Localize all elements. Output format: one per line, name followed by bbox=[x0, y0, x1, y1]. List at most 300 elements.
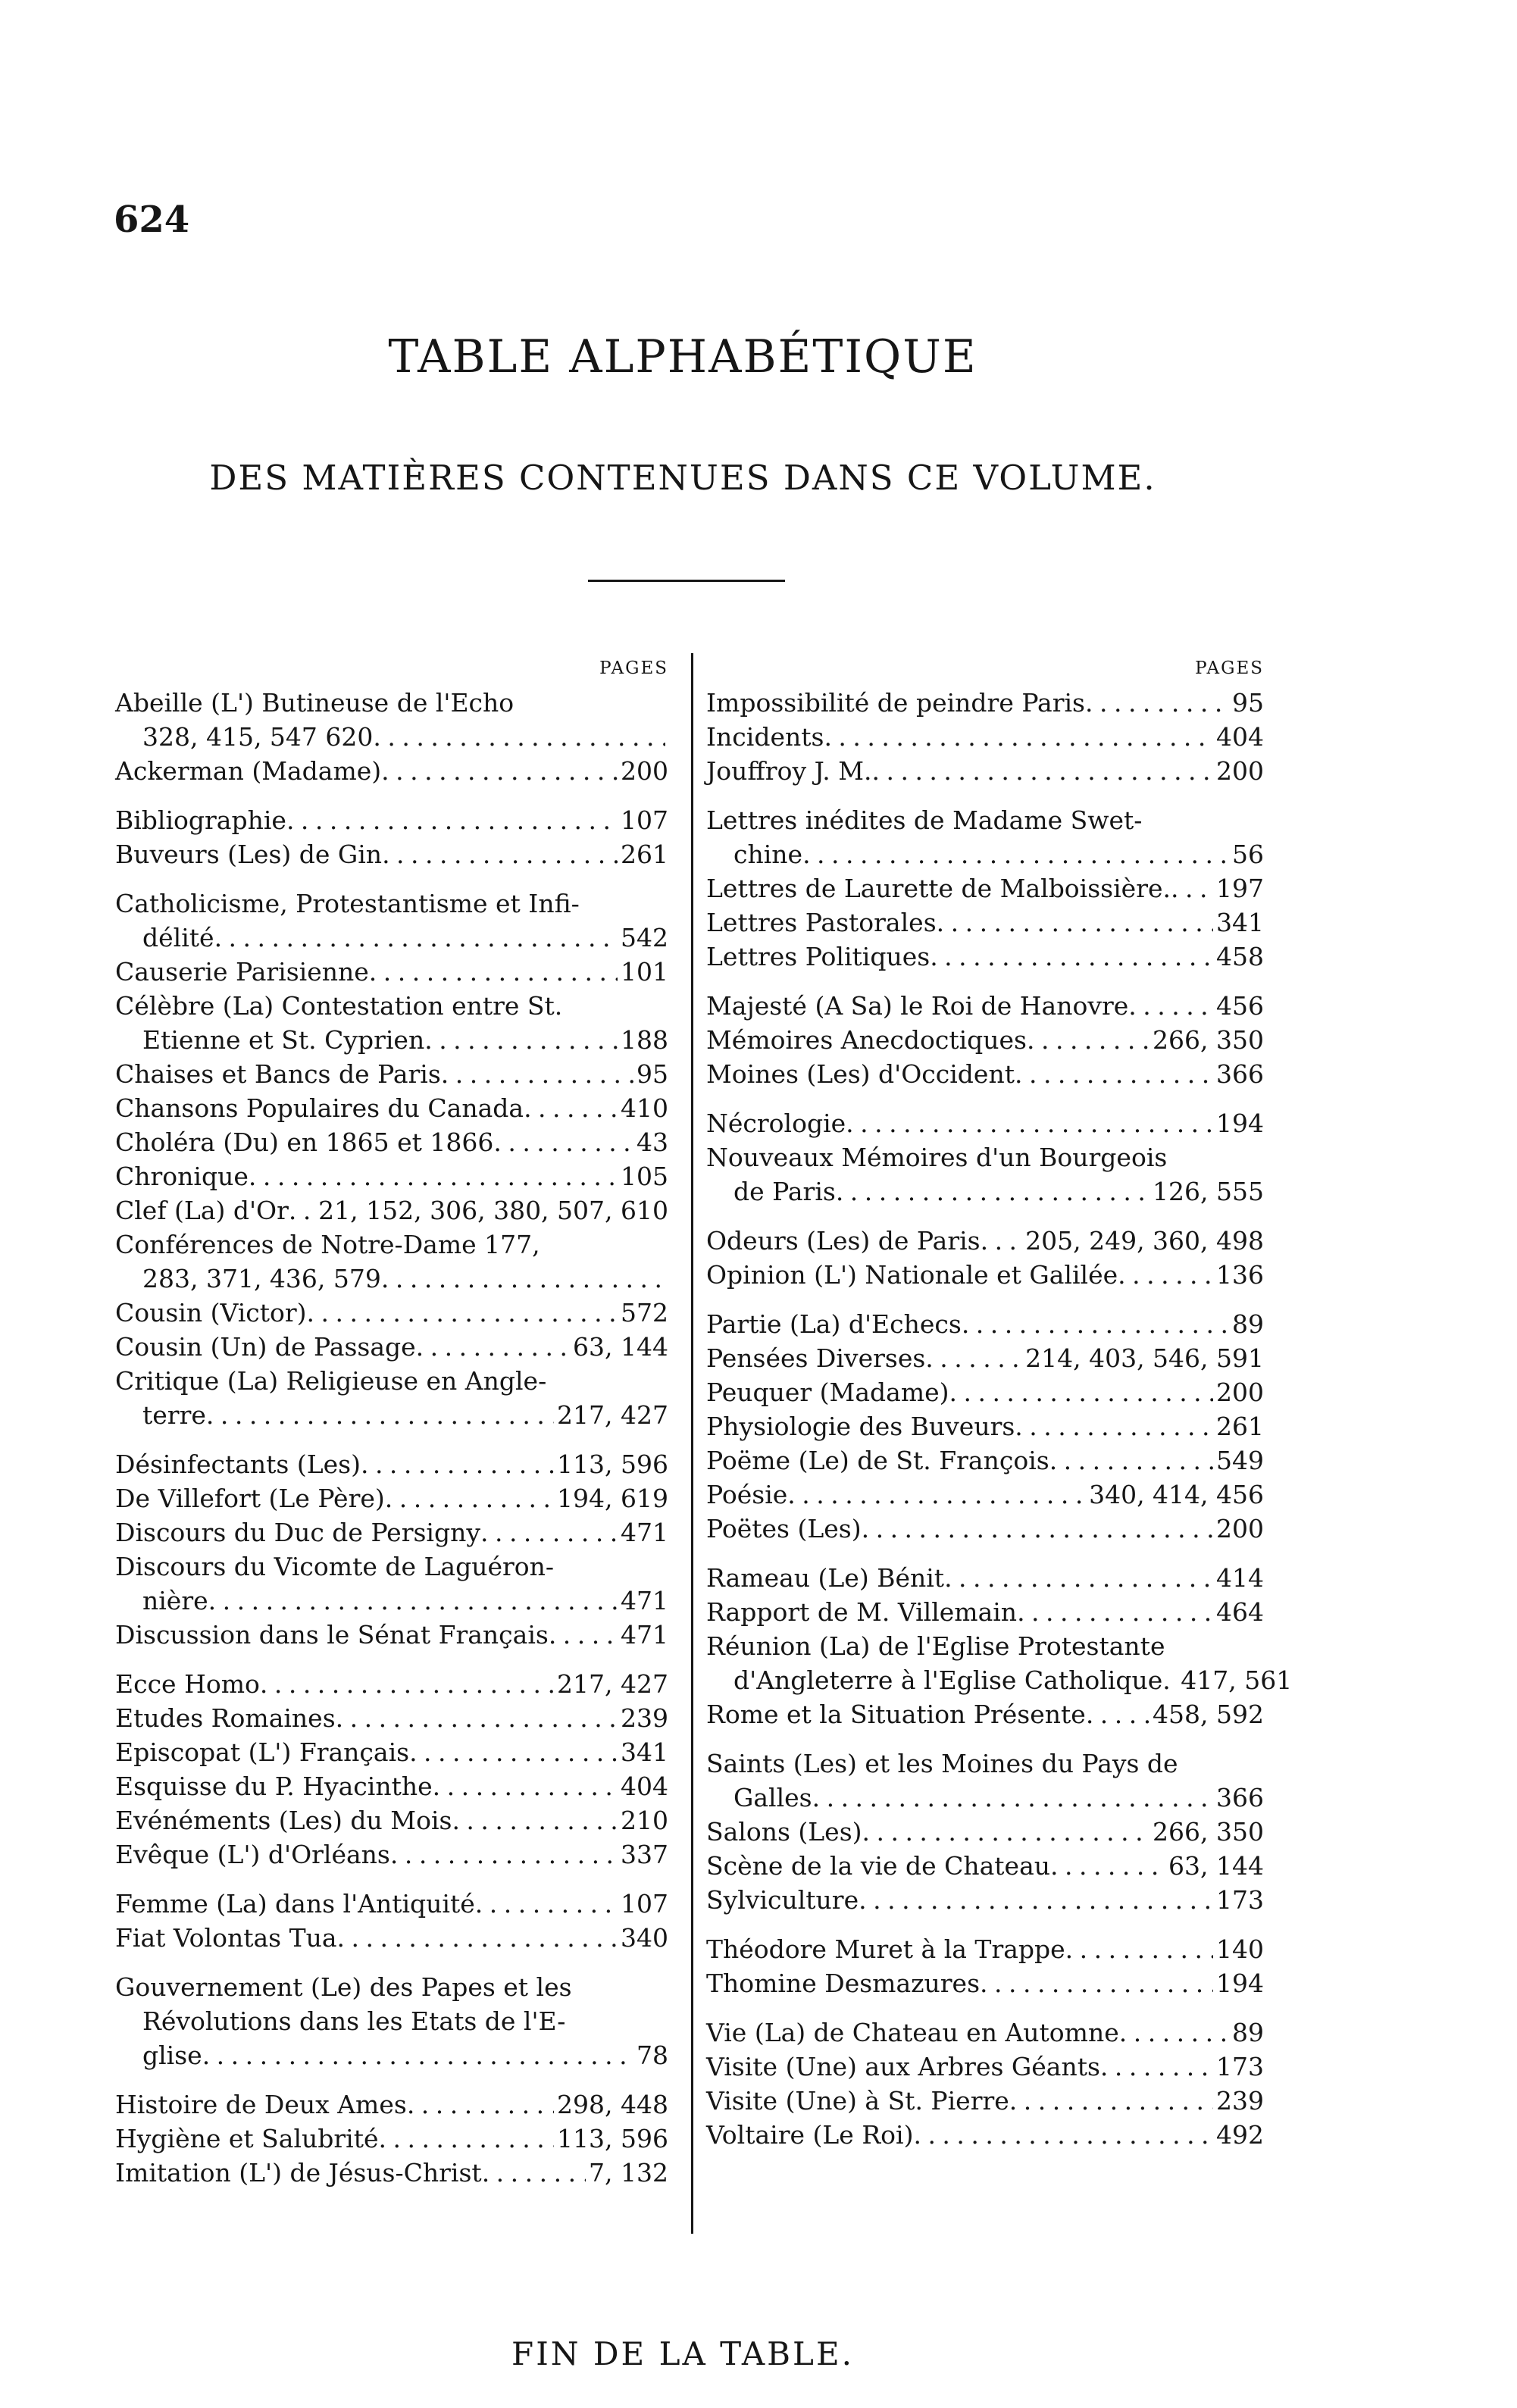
dot-leader bbox=[930, 940, 1213, 974]
entry-page-number: 266, 350 bbox=[1153, 1817, 1264, 1847]
entry-page-number: 173 bbox=[1216, 2052, 1264, 2081]
index-entry bbox=[115, 1481, 668, 1515]
column-divider bbox=[691, 653, 693, 2234]
index-letter-group bbox=[115, 1447, 668, 1652]
index-entry bbox=[115, 989, 668, 1057]
entry-title: Rameau (Le) Bénit bbox=[706, 1563, 945, 1593]
entry-page-number: 7, 132 bbox=[589, 2158, 668, 2188]
entry-page-number: 458 bbox=[1216, 942, 1264, 971]
entry-page-number: 126, 555 bbox=[1153, 1177, 1264, 1206]
dot-leader bbox=[1085, 686, 1229, 720]
entry-page-number: 95 bbox=[637, 1059, 668, 1089]
entry-page-number: 63, 144 bbox=[1168, 1851, 1264, 1881]
index-entry bbox=[706, 2016, 1264, 2050]
entry-page-number: 194 bbox=[1216, 1109, 1264, 1138]
entry-title: Sylviculture bbox=[706, 1885, 859, 1915]
entry-page-number: 101 bbox=[621, 957, 668, 987]
entry-title-continuation: chine bbox=[733, 840, 803, 869]
index-letter-group bbox=[706, 803, 1264, 974]
entry-title: Bibliographie bbox=[115, 805, 286, 835]
entry-title: Femme (La) dans l'Antiquité bbox=[115, 1889, 475, 1919]
index-entry bbox=[115, 1193, 668, 1227]
index-entry bbox=[706, 2084, 1264, 2118]
index-entry bbox=[706, 720, 1264, 754]
entry-title-continuation: de Paris bbox=[733, 1177, 836, 1206]
index-entry bbox=[706, 1409, 1264, 1443]
entry-page-number: 214, 403, 546, 591 bbox=[1025, 1343, 1264, 1373]
entry-page-number: 200 bbox=[1216, 1378, 1264, 1407]
entry-title: Episcopat (L') Français bbox=[115, 1737, 410, 1767]
entry-title: Célèbre (La) Contestation entre St. bbox=[115, 991, 563, 1021]
entry-title: Clef (La) d'Or bbox=[115, 1196, 289, 1225]
index-entry bbox=[706, 940, 1264, 974]
dot-leader bbox=[482, 2156, 586, 2190]
index-letter-group bbox=[115, 887, 668, 1432]
index-entry bbox=[115, 2122, 668, 2156]
entry-title: Discours du Vicomte de Laguéron- bbox=[115, 1552, 555, 1581]
entry-continuation-line bbox=[706, 1781, 1264, 1815]
entry-title: Poésie bbox=[706, 1480, 788, 1509]
entry-title: Lettres Pastorales bbox=[706, 908, 937, 937]
entry-page-number: 417, 561 bbox=[1181, 1665, 1293, 1695]
entry-page-number: 113, 596 bbox=[557, 1449, 668, 1479]
entry-title-continuation: Révolutions dans les Etats de l'E- bbox=[142, 2006, 566, 2036]
entry-title: Critique (La) Religieuse en Angle- bbox=[115, 1366, 547, 1396]
entry-title: Rapport de M. Villemain bbox=[706, 1597, 1018, 1627]
entry-title: Théodore Muret à la Trappe bbox=[706, 1934, 1065, 1964]
index-entry bbox=[706, 1443, 1264, 1478]
entry-page-number: 404 bbox=[621, 1772, 668, 1801]
dot-leader bbox=[385, 1481, 554, 1515]
entry-title: Poëme (Le) de St. François bbox=[706, 1446, 1049, 1475]
index-entry bbox=[706, 1595, 1264, 1629]
entry-page-number: 194, 619 bbox=[557, 1484, 668, 1513]
entry-title: Chronique bbox=[115, 1162, 249, 1191]
dot-leader bbox=[925, 1341, 1022, 1375]
entry-page-number: 188 bbox=[621, 1025, 668, 1055]
dot-leader bbox=[416, 1330, 570, 1364]
entry-title-continuation: terre bbox=[142, 1400, 206, 1430]
page-number: 624 bbox=[114, 199, 190, 241]
index-entry bbox=[706, 1106, 1264, 1140]
entry-title: Evêque (L') d'Orléans bbox=[115, 1840, 390, 1869]
entry-page-number: 341 bbox=[1216, 908, 1264, 937]
title-rule bbox=[588, 580, 785, 582]
dot-leader bbox=[206, 1398, 554, 1432]
entry-continuation-line bbox=[115, 1023, 668, 1057]
dot-leader bbox=[937, 905, 1213, 940]
index-letter-group bbox=[706, 1106, 1264, 1209]
index-letter-group bbox=[115, 1667, 668, 1872]
index-letter-group bbox=[706, 1747, 1264, 1917]
dot-leader bbox=[373, 720, 665, 754]
index-entry bbox=[706, 2050, 1264, 2084]
dot-leader bbox=[812, 1781, 1213, 1815]
entry-title: Ackerman (Madame) bbox=[115, 756, 382, 786]
dot-leader bbox=[441, 1057, 633, 1091]
index-letter-group bbox=[115, 2087, 668, 2190]
entry-page-number: 217, 427 bbox=[557, 1400, 668, 1430]
entry-title: Nouveaux Mémoires d'un Bourgeois bbox=[706, 1143, 1168, 1172]
index-entry bbox=[115, 1447, 668, 1481]
index-entry bbox=[706, 1341, 1264, 1375]
index-entry bbox=[706, 1629, 1293, 1697]
index-entry bbox=[115, 887, 668, 955]
entry-title-continuation: d'Angleterre à l'Eglise Catholique bbox=[733, 1665, 1163, 1695]
entry-page-number: 471 bbox=[621, 1518, 668, 1547]
entry-title: Nécrologie bbox=[706, 1109, 846, 1138]
entry-title: Etudes Romaines bbox=[115, 1703, 336, 1733]
entry-title: Visite (Une) aux Arbres Géants bbox=[706, 2052, 1100, 2081]
entry-title: Pensées Diverses bbox=[706, 1343, 926, 1373]
index-entry bbox=[706, 1932, 1264, 1966]
index-entry bbox=[115, 1837, 668, 1872]
index-entry bbox=[706, 2118, 1264, 2152]
index-entry bbox=[115, 1803, 668, 1837]
entry-title-continuation: 328, 415, 547 620 bbox=[142, 722, 374, 752]
dot-leader bbox=[202, 2038, 633, 2072]
entry-title-continuation: délité bbox=[142, 923, 214, 952]
entry-continuation-line bbox=[115, 1398, 668, 1432]
entry-page-number: 366 bbox=[1216, 1783, 1264, 1812]
dot-leader bbox=[361, 1447, 554, 1481]
dot-leader bbox=[859, 1883, 1213, 1917]
index-entry bbox=[706, 871, 1264, 905]
dot-leader bbox=[981, 1224, 1023, 1258]
entry-page-number: 210 bbox=[621, 1806, 668, 1835]
dot-leader bbox=[260, 1667, 554, 1701]
dot-leader bbox=[872, 754, 1214, 788]
entry-title: De Villefort (Le Père) bbox=[115, 1484, 385, 1513]
dot-leader bbox=[1118, 1258, 1213, 1292]
entry-title: Evénéments (Les) du Mois bbox=[115, 1806, 452, 1835]
index-entry bbox=[706, 1747, 1264, 1815]
index-entry bbox=[115, 1159, 668, 1193]
index-entry bbox=[115, 754, 668, 788]
entry-page-number: 78 bbox=[637, 2041, 668, 2070]
entry-title: Esquisse du P. Hyacinthe bbox=[115, 1772, 433, 1801]
index-entry bbox=[706, 1512, 1264, 1546]
dot-leader bbox=[1086, 1697, 1149, 1731]
entry-title: Opinion (L') Nationale et Galilée bbox=[706, 1260, 1118, 1290]
dot-leader bbox=[944, 1561, 1213, 1595]
index-entry bbox=[706, 1697, 1264, 1731]
dot-leader bbox=[452, 1803, 618, 1837]
entry-page-number: 414 bbox=[1216, 1563, 1264, 1593]
index-entry bbox=[115, 1618, 668, 1652]
entry-page-number: 266, 350 bbox=[1153, 1025, 1264, 1055]
entry-title: Abeille (L') Butineuse de l'Echo bbox=[115, 688, 515, 718]
index-entry bbox=[115, 1296, 668, 1330]
entry-title-continuation: 283, 371, 436, 579 bbox=[142, 1264, 381, 1293]
index-entry bbox=[115, 803, 668, 837]
dot-leader bbox=[549, 1618, 618, 1652]
entry-page-number: 298, 448 bbox=[557, 2090, 668, 2119]
entry-page-number: 261 bbox=[1216, 1412, 1264, 1441]
dot-leader bbox=[424, 1023, 618, 1057]
entry-continuation-line bbox=[115, 1262, 668, 1296]
entry-title: Vie (La) de Chateau en Automne bbox=[706, 2018, 1119, 2047]
index-entry bbox=[115, 1667, 668, 1701]
entry-page-number: 140 bbox=[1216, 1934, 1264, 1964]
entry-title: Poëtes (Les) bbox=[706, 1514, 862, 1543]
entry-title: Cousin (Victor) bbox=[115, 1298, 307, 1328]
index-entry bbox=[115, 955, 668, 989]
index-entry bbox=[706, 1478, 1264, 1512]
index-entry bbox=[706, 1375, 1264, 1409]
index-entry bbox=[115, 1921, 668, 1955]
dot-leader bbox=[433, 1769, 618, 1803]
dot-leader bbox=[336, 1701, 618, 1735]
entry-title: Conférences de Notre-Dame 177, bbox=[115, 1230, 540, 1259]
dot-leader bbox=[524, 1091, 618, 1125]
entry-page-number: 173 bbox=[1216, 1885, 1264, 1915]
entry-title: Causerie Parisienne bbox=[115, 957, 369, 987]
end-of-table-footer: FIN DE LA TABLE. bbox=[511, 2335, 854, 2372]
entry-title: Impossibilité de peindre Paris bbox=[706, 688, 1085, 718]
index-entry bbox=[115, 2156, 668, 2190]
dot-leader bbox=[390, 1837, 618, 1872]
index-entry bbox=[115, 1364, 668, 1432]
entry-title-continuation: Galles bbox=[733, 1783, 812, 1812]
entry-page-number: 21, 152, 306, 380, 507, 610 bbox=[318, 1196, 668, 1225]
entry-title: Hygiène et Salubrité bbox=[115, 2124, 379, 2153]
dot-leader bbox=[949, 1375, 1213, 1409]
dot-leader bbox=[1049, 1443, 1213, 1478]
entry-page-number: 410 bbox=[621, 1093, 668, 1123]
dot-leader bbox=[962, 1307, 1229, 1341]
entry-page-number: 107 bbox=[621, 1889, 668, 1919]
index-entry bbox=[706, 754, 1264, 788]
entry-page-number: 471 bbox=[621, 1586, 668, 1615]
entry-title: Peuquer (Madame) bbox=[706, 1378, 949, 1407]
entry-title: Chansons Populaires du Canada bbox=[115, 1093, 524, 1123]
index-letter-group bbox=[706, 1224, 1264, 1292]
index-entry bbox=[706, 1023, 1264, 1057]
dot-leader bbox=[286, 803, 618, 837]
dot-leader bbox=[337, 1921, 618, 1955]
entry-page-number: 549 bbox=[1216, 1446, 1264, 1475]
pages-column-header: PAGES bbox=[599, 658, 668, 678]
entry-page-number: 136 bbox=[1216, 1260, 1264, 1290]
entry-page-number: 43 bbox=[637, 1127, 668, 1157]
entry-page-number: 366 bbox=[1216, 1059, 1264, 1089]
entry-title: Gouvernement (Le) des Papes et les bbox=[115, 1972, 572, 2002]
entry-page-number: 341 bbox=[621, 1737, 668, 1767]
index-letter-group bbox=[706, 989, 1264, 1091]
dot-leader bbox=[307, 1296, 618, 1330]
entry-page-number: 456 bbox=[1216, 991, 1264, 1021]
index-entry bbox=[706, 905, 1264, 940]
entry-page-number: 95 bbox=[1232, 688, 1264, 718]
dot-leader bbox=[1050, 1849, 1165, 1883]
entry-title: Histoire de Deux Ames bbox=[115, 2090, 407, 2119]
index-letter-group bbox=[706, 1932, 1264, 2000]
dot-leader bbox=[382, 837, 618, 871]
dot-leader bbox=[289, 1193, 315, 1227]
entry-page-number: 261 bbox=[621, 840, 668, 869]
entry-title: Rome et la Situation Présente bbox=[706, 1700, 1086, 1729]
index-entry bbox=[115, 1970, 668, 2072]
entry-title: Désinfectants (Les) bbox=[115, 1449, 361, 1479]
entry-title: Thomine Desmazures bbox=[706, 1969, 981, 1998]
entry-page-number: 542 bbox=[621, 923, 668, 952]
dot-leader bbox=[1027, 1023, 1149, 1057]
entry-title: Imitation (L') de Jésus-Christ bbox=[115, 2158, 482, 2188]
entry-title: Discussion dans le Sénat Français bbox=[115, 1620, 549, 1650]
dot-leader bbox=[480, 1515, 618, 1550]
entry-page-number: 197 bbox=[1216, 874, 1264, 903]
entry-page-number: 205, 249, 360, 498 bbox=[1025, 1226, 1264, 1256]
entry-continuation-line bbox=[115, 1584, 668, 1618]
index-column-left bbox=[115, 652, 668, 2190]
entry-page-number: 340 bbox=[621, 1923, 668, 1953]
dot-leader bbox=[409, 1735, 618, 1769]
index-entry bbox=[115, 1550, 668, 1618]
entry-title: Salons (Les) bbox=[706, 1817, 862, 1847]
index-entry bbox=[706, 1883, 1264, 1917]
index-column-right bbox=[706, 652, 1293, 2152]
dot-leader bbox=[846, 1106, 1213, 1140]
entry-page-number: 239 bbox=[621, 1703, 668, 1733]
dot-leader bbox=[1100, 2050, 1213, 2084]
dot-leader bbox=[1119, 2016, 1229, 2050]
entry-title: Ecce Homo bbox=[115, 1669, 260, 1699]
dot-leader bbox=[493, 1125, 633, 1159]
entry-title: Voltaire (Le Roi) bbox=[706, 2120, 914, 2150]
entry-title: Lettres inédites de Madame Swet- bbox=[706, 805, 1143, 835]
entry-title: Visite (Une) à St. Pierre bbox=[706, 2086, 1009, 2116]
entry-title: Cousin (Un) de Passage bbox=[115, 1332, 416, 1362]
index-entry bbox=[706, 803, 1264, 871]
index-entry bbox=[115, 1091, 668, 1125]
entry-continuation-line bbox=[115, 921, 668, 955]
entry-page-number: 458, 592 bbox=[1153, 1700, 1264, 1729]
dot-leader bbox=[1065, 1932, 1213, 1966]
entry-title: Physiologie des Buveurs bbox=[706, 1412, 1015, 1441]
index-entry bbox=[115, 1735, 668, 1769]
entry-page-number: 217, 427 bbox=[557, 1669, 668, 1699]
dot-leader bbox=[381, 754, 618, 788]
entry-title: Lettres Politiques bbox=[706, 942, 931, 971]
entry-title: Odeurs (Les) de Paris bbox=[706, 1226, 981, 1256]
entry-page-number: 105 bbox=[621, 1162, 668, 1191]
entry-title: Majesté (A Sa) le Roi de Hanovre bbox=[706, 991, 1129, 1021]
index-entry bbox=[706, 686, 1264, 720]
dot-leader bbox=[379, 2122, 555, 2156]
index-letter-group bbox=[706, 686, 1264, 788]
index-entry bbox=[115, 1057, 668, 1091]
entry-title-continuation: Etienne et St. Cyprien bbox=[142, 1025, 425, 1055]
dot-leader bbox=[369, 955, 618, 989]
page-subtitle: DES MATIÈRES CONTENUES DANS CE VOLUME. bbox=[209, 458, 1156, 498]
dot-leader bbox=[381, 1262, 665, 1296]
dot-leader bbox=[475, 1887, 618, 1921]
entry-continuation-line bbox=[706, 1663, 1293, 1697]
entry-title: Incidents bbox=[706, 722, 824, 752]
dot-leader bbox=[407, 2087, 554, 2122]
index-letter-group bbox=[115, 1970, 668, 2072]
dot-leader bbox=[1009, 2084, 1213, 2118]
entry-title: Chaises et Bancs de Paris bbox=[115, 1059, 441, 1089]
index-entry bbox=[115, 1701, 668, 1735]
index-letter-group bbox=[706, 1307, 1264, 1546]
dot-leader bbox=[1128, 989, 1213, 1023]
index-entry bbox=[115, 1887, 668, 1921]
entry-title: Lettres de Laurette de Malboissière. bbox=[706, 874, 1171, 903]
page-title: TABLE ALPHABÉTIQUE bbox=[388, 330, 977, 383]
entry-page-number: 239 bbox=[1216, 2086, 1264, 2116]
dot-leader bbox=[787, 1478, 1086, 1512]
index-entry bbox=[706, 1140, 1264, 1209]
dot-leader bbox=[836, 1174, 1149, 1209]
entry-continuation-line bbox=[115, 720, 668, 754]
index-entry bbox=[706, 1561, 1264, 1595]
entry-title: Réunion (La) de l'Eglise Protestante bbox=[706, 1631, 1165, 1661]
entry-title: Buveurs (Les) de Gin bbox=[115, 840, 383, 869]
entry-title: Saints (Les) et les Moines du Pays de bbox=[706, 1749, 1178, 1778]
entry-page-number: 572 bbox=[621, 1298, 668, 1328]
index-entry bbox=[706, 1849, 1264, 1883]
dot-leader bbox=[824, 720, 1213, 754]
entry-page-number: 471 bbox=[621, 1620, 668, 1650]
index-letter-group bbox=[706, 1561, 1293, 1731]
dot-leader bbox=[862, 1512, 1213, 1546]
index-entry bbox=[706, 1224, 1264, 1258]
dot-leader bbox=[1162, 1663, 1178, 1697]
dot-leader bbox=[214, 921, 618, 955]
dot-leader bbox=[980, 1966, 1213, 2000]
index-entry bbox=[706, 1057, 1264, 1091]
entry-page-number: 89 bbox=[1232, 2018, 1264, 2047]
entry-page-number: 464 bbox=[1216, 1597, 1264, 1627]
entry-title: Discours du Duc de Persigny bbox=[115, 1518, 480, 1547]
index-entry bbox=[706, 1307, 1264, 1341]
dot-leader bbox=[913, 2118, 1213, 2152]
entry-continuation-line bbox=[706, 837, 1264, 871]
index-letter-group bbox=[115, 1887, 668, 1955]
index-entry bbox=[706, 1815, 1264, 1849]
index-entry bbox=[706, 1966, 1264, 2000]
dot-leader bbox=[208, 1584, 618, 1618]
entry-page-number: 337 bbox=[621, 1840, 668, 1869]
entry-page-number: 200 bbox=[1216, 756, 1264, 786]
entry-page-number: 63, 144 bbox=[573, 1332, 668, 1362]
entry-title-continuation: nière bbox=[142, 1586, 208, 1615]
index-letter-group bbox=[115, 686, 668, 788]
dot-leader bbox=[862, 1815, 1150, 1849]
entry-page-number: 404 bbox=[1216, 722, 1264, 752]
entry-page-number: 113, 596 bbox=[557, 2124, 668, 2153]
entry-title: Mémoires Anecdoctiques bbox=[706, 1025, 1027, 1055]
index-entry bbox=[115, 686, 668, 754]
entry-title: Moines (Les) d'Occident bbox=[706, 1059, 1015, 1089]
entry-page-number: 194 bbox=[1216, 1969, 1264, 1998]
dot-leader bbox=[249, 1159, 618, 1193]
dot-leader bbox=[1017, 1595, 1213, 1629]
entry-title: Fiat Volontas Tua bbox=[115, 1923, 337, 1953]
index-entry bbox=[706, 989, 1264, 1023]
index-entry bbox=[115, 1769, 668, 1803]
pages-column-header: PAGES bbox=[1195, 658, 1264, 678]
entry-title: Choléra (Du) en 1865 et 1866 bbox=[115, 1127, 494, 1157]
entry-title: Partie (La) d'Echecs bbox=[706, 1309, 962, 1339]
entry-continuation-line bbox=[706, 1174, 1264, 1209]
index-entry bbox=[115, 837, 668, 871]
dot-leader bbox=[802, 837, 1229, 871]
index-entry bbox=[115, 2087, 668, 2122]
entry-page-number: 200 bbox=[621, 756, 668, 786]
